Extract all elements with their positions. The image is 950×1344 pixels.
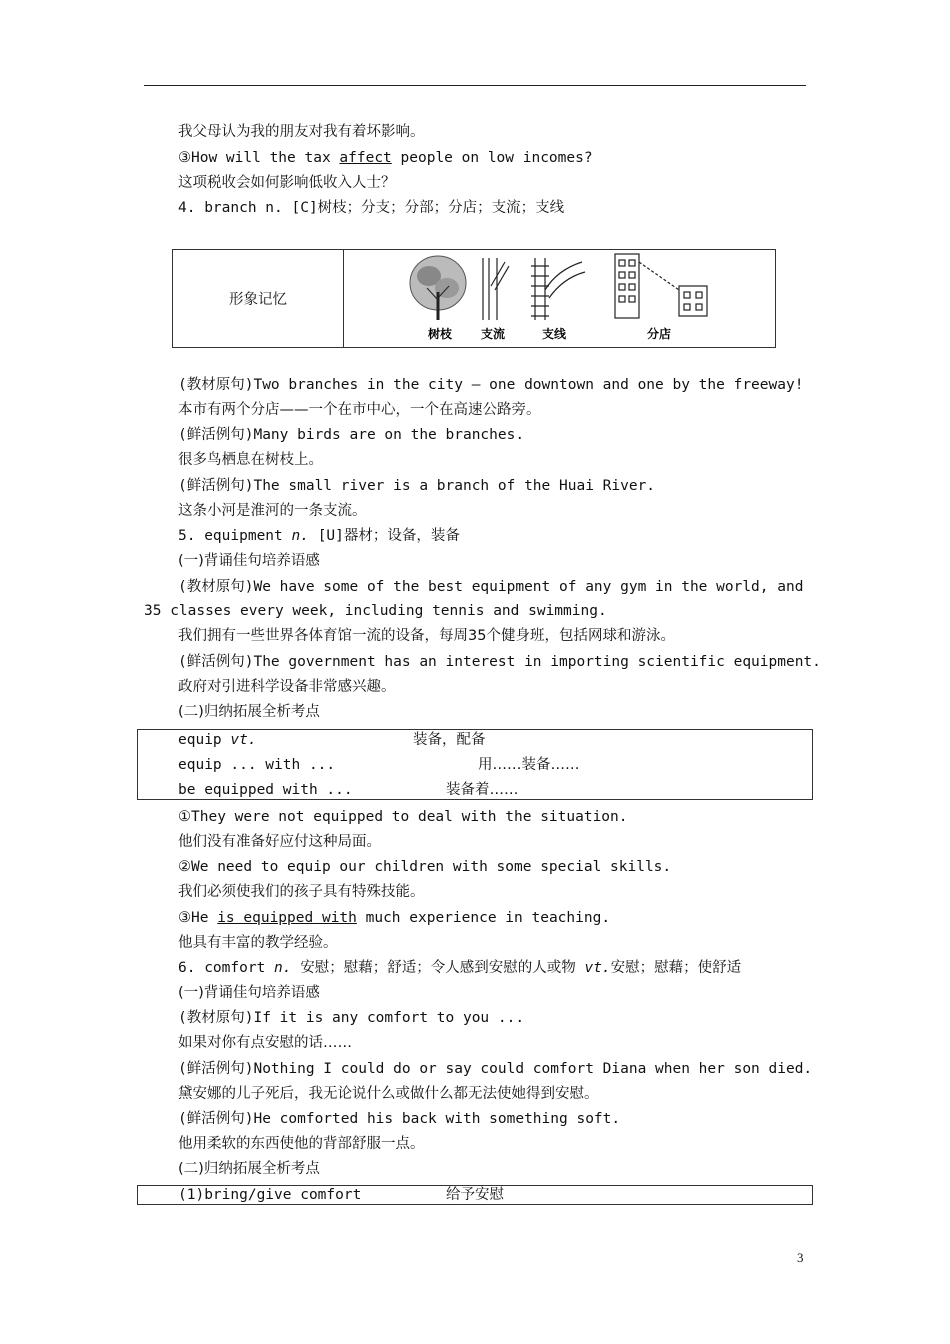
image-memory-label: 形象记忆	[173, 250, 344, 347]
text-line: (鲜活例句)The government has an interest in importing scientific equipment.	[178, 654, 821, 670]
text-line: 政府对引进科学设备非常感兴趣。	[178, 679, 396, 695]
usage-term: equip ... with ...	[178, 757, 336, 773]
caption-branch-line: 支线	[542, 327, 567, 341]
text-line: ①They were not equipped to deal with the situation.	[178, 809, 628, 825]
usage-meaning: 装备，配备	[413, 732, 486, 748]
text-line: ③He is equipped with much experience in teaching.	[178, 910, 611, 926]
branch-store-icon	[615, 254, 707, 318]
header-rule	[144, 85, 806, 86]
section-heading: (一)背诵佳句培养语感	[178, 553, 320, 569]
branch-line-icon	[531, 258, 585, 320]
usage-term: (1)bring/give comfort	[178, 1187, 362, 1203]
tributary-icon	[483, 258, 509, 320]
caption-tributary: 支流	[481, 327, 506, 341]
text-line: (鲜活例句)Many birds are on the branches.	[178, 427, 525, 443]
section-heading: (一)背诵佳句培养语感	[178, 985, 320, 1001]
text-line: 很多鸟栖息在树枝上。	[178, 452, 323, 468]
section-heading: (二)归纳拓展全析考点	[178, 704, 320, 720]
text-line: 这条小河是淮河的一条支流。	[178, 503, 367, 519]
text-line: 他具有丰富的教学经验。	[178, 935, 338, 951]
usage-meaning: 给予安慰	[446, 1187, 504, 1203]
text-line: (鲜活例句)Nothing I could do or say could comfort Diana when her son died.	[178, 1061, 813, 1077]
text-line: ③How will the tax affect people on low incomes?	[178, 150, 593, 166]
entry-heading-branch: 4. branch n. [C]树枝；分支；分部；分店；支流；支线	[178, 200, 565, 216]
text-line: (教材原句)Two branches in the city — one downtown and one by the freeway!	[178, 377, 804, 393]
usage-term: equip vt.	[178, 732, 257, 748]
usage-term: be equipped with ...	[178, 782, 353, 798]
tree-icon	[410, 256, 466, 320]
usage-meaning: 装备着……	[446, 782, 519, 798]
text-line: ②We need to equip our children with some special skills.	[178, 859, 672, 875]
text-line: 他们没有准备好应付这种局面。	[178, 834, 381, 850]
entry-heading-comfort: 6. comfort n. 安慰；慰藉；舒适；令人感到安慰的人或物 vt.安慰；慰藉；使舒适	[178, 960, 742, 976]
text-line: 我们必须使我们的孩子具有特殊技能。	[178, 884, 425, 900]
text-line: (鲜活例句)He comforted his back with something soft.	[178, 1111, 621, 1127]
caption-tree: 树枝	[428, 327, 453, 341]
text-line: (鲜活例句)The small river is a branch of the Huai River.	[178, 478, 656, 494]
usage-meaning: 用……装备……	[478, 757, 580, 773]
text-line: 他用柔软的东西使他的背部舒服一点。	[178, 1136, 425, 1152]
text-line: 本市有两个分店——一个在市中心，一个在高速公路旁。	[178, 402, 541, 418]
equip-usage-table	[137, 729, 813, 800]
text-line: (教材原句)If it is any comfort to you ...	[178, 1010, 525, 1026]
text-line: 我们拥有一些世界各体育馆一流的设备，每周35个健身班，包括网球和游泳。	[178, 628, 675, 644]
text-line: 黛安娜的儿子死后，我无论说什么或做什么都无法使她得到安慰。	[178, 1086, 599, 1102]
caption-branch-store: 分店	[647, 327, 672, 341]
branch-illustration	[407, 250, 747, 348]
entry-heading-equipment: 5. equipment n. [U]器材；设备，装备	[178, 528, 460, 544]
comfort-usage-table	[137, 1185, 813, 1205]
image-memory-table	[172, 249, 776, 348]
section-heading: (二)归纳拓展全析考点	[178, 1161, 320, 1177]
text-line: 如果对你有点安慰的话……	[178, 1035, 352, 1051]
text-line: 35 classes every week, including tennis and swimming.	[144, 603, 607, 619]
text-line: 我父母认为我的朋友对我有着坏影响。	[178, 124, 425, 140]
text-line: 这项税收会如何影响低收入人士？	[178, 175, 396, 191]
page-number: 3	[797, 1250, 804, 1265]
text-line: (教材原句)We have some of the best equipment of any gym in the world, and	[178, 579, 804, 595]
